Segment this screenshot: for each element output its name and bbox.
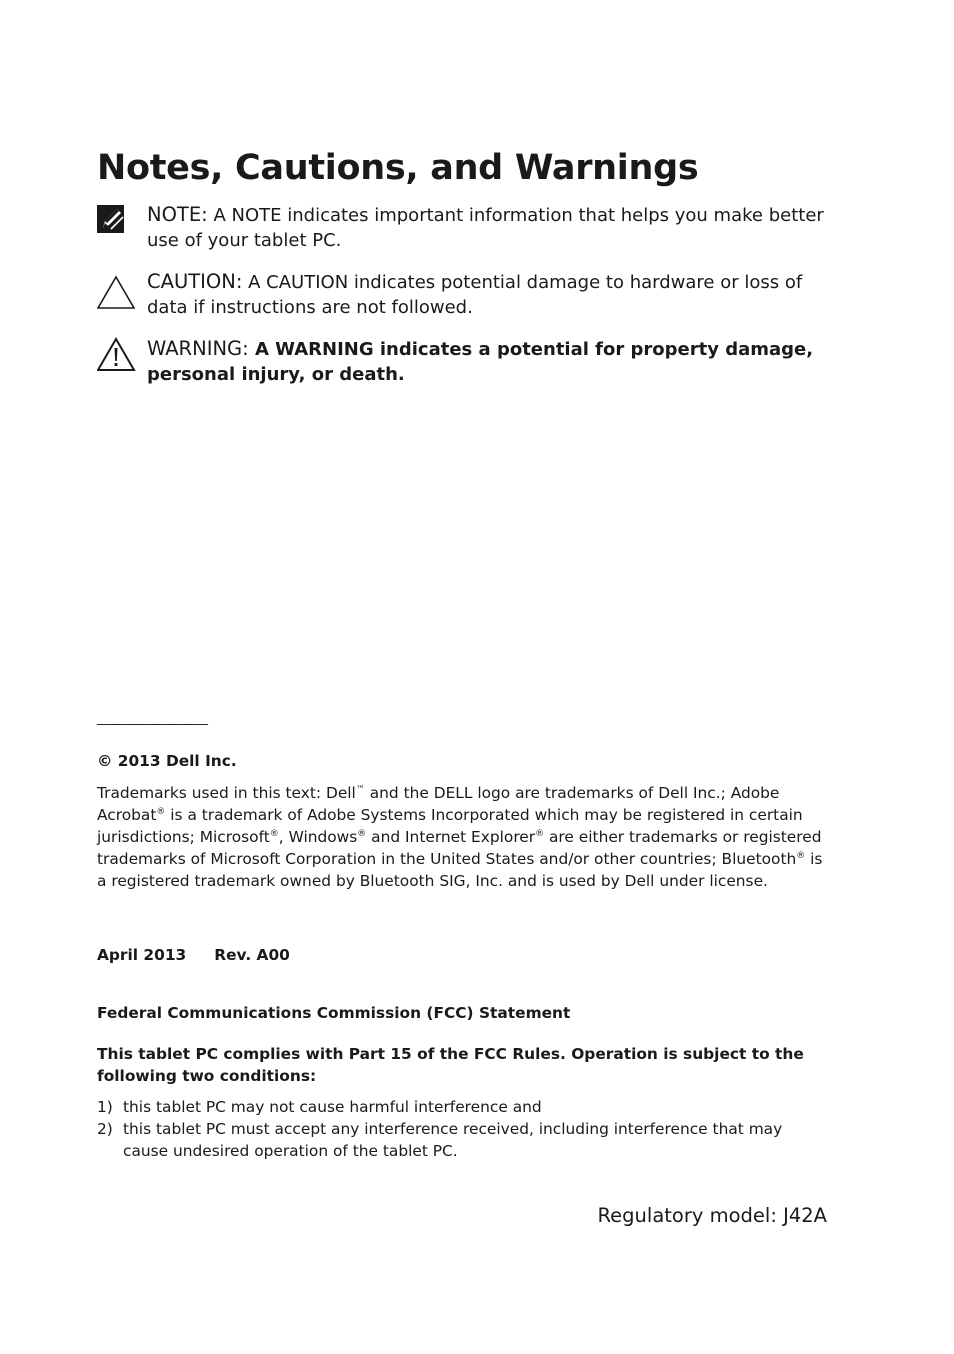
note-label: NOTE: [147, 203, 208, 226]
list-item [97, 1118, 832, 1162]
list-item [97, 1096, 832, 1118]
caution-label: CAUTION: [147, 270, 243, 293]
fcc-conditions-list [97, 1096, 832, 1162]
caution-body: A CAUTION indicates potential damage to hardware or loss of data if instructions are not followed. [147, 272, 803, 318]
list-number: 1) [97, 1098, 113, 1116]
page-title: Notes, Cautions, and Warnings [97, 148, 699, 188]
warning-text [147, 337, 827, 387]
list-text: this tablet PC may not cause harmful interference and [123, 1098, 542, 1116]
pencil-note-icon [97, 203, 137, 243]
warning-exclamation-icon [97, 337, 137, 377]
trademarks-part: Trademarks used in this text: Dell [97, 784, 356, 802]
copyright: © 2013 Dell Inc. [97, 752, 237, 770]
warning-label: WARNING: [147, 337, 249, 360]
list-number: 2) [97, 1120, 113, 1138]
fcc-intro: This tablet PC complies with Part 15 of the FCC Rules. Operation is subject to the following two conditions: [97, 1045, 804, 1085]
trademark-symbol: ™ [355, 784, 365, 795]
warning-body: A WARNING indicates a potential for property damage, personal injury, or death. [147, 339, 814, 385]
list-text: this tablet PC must accept any interference received, including interference that may cause undesired operation of the tablet PC. [123, 1120, 783, 1160]
registered-symbol: ® [156, 806, 166, 817]
caution-triangle-icon [97, 270, 137, 310]
trademarks-part: , Windows [278, 828, 358, 846]
trademarks-part: is a trademark of Adobe Systems Incorporated which may be registered in certain jurisdictions; Microsoft [97, 806, 803, 846]
trademarks-text [97, 782, 832, 892]
registered-symbol: ® [796, 850, 806, 861]
regulatory-model: Regulatory model: J42A [597, 1204, 827, 1227]
fcc-heading: Federal Communications Commission (FCC) Statement [97, 1004, 571, 1022]
trademarks-part: and the DELL logo are trademarks of Dell Inc.; Adobe Acrobat [97, 784, 780, 824]
trademarks-part: is a registered trademark owned by Bluetooth SIG, Inc. and is used by Dell under license. [97, 850, 823, 890]
note-text [147, 203, 827, 253]
registered-symbol: ® [535, 828, 545, 839]
caution-text [147, 270, 827, 320]
registered-symbol: ® [357, 828, 367, 839]
revision-line [97, 944, 827, 966]
trademarks-part: are either trademarks or registered trademarks of Microsoft Corporation in the United States and/or other countries; Bluetooth [97, 828, 822, 868]
trademarks-part: and Internet Explorer [366, 828, 536, 846]
note-body: A NOTE indicates important information that helps you make better use of your tablet PC. [147, 205, 824, 251]
publication-date: April 2013 [97, 946, 187, 964]
registered-symbol: ® [269, 828, 279, 839]
revision-number: Rev. A00 [214, 946, 290, 964]
footnote-divider: ____________________ [97, 711, 207, 726]
